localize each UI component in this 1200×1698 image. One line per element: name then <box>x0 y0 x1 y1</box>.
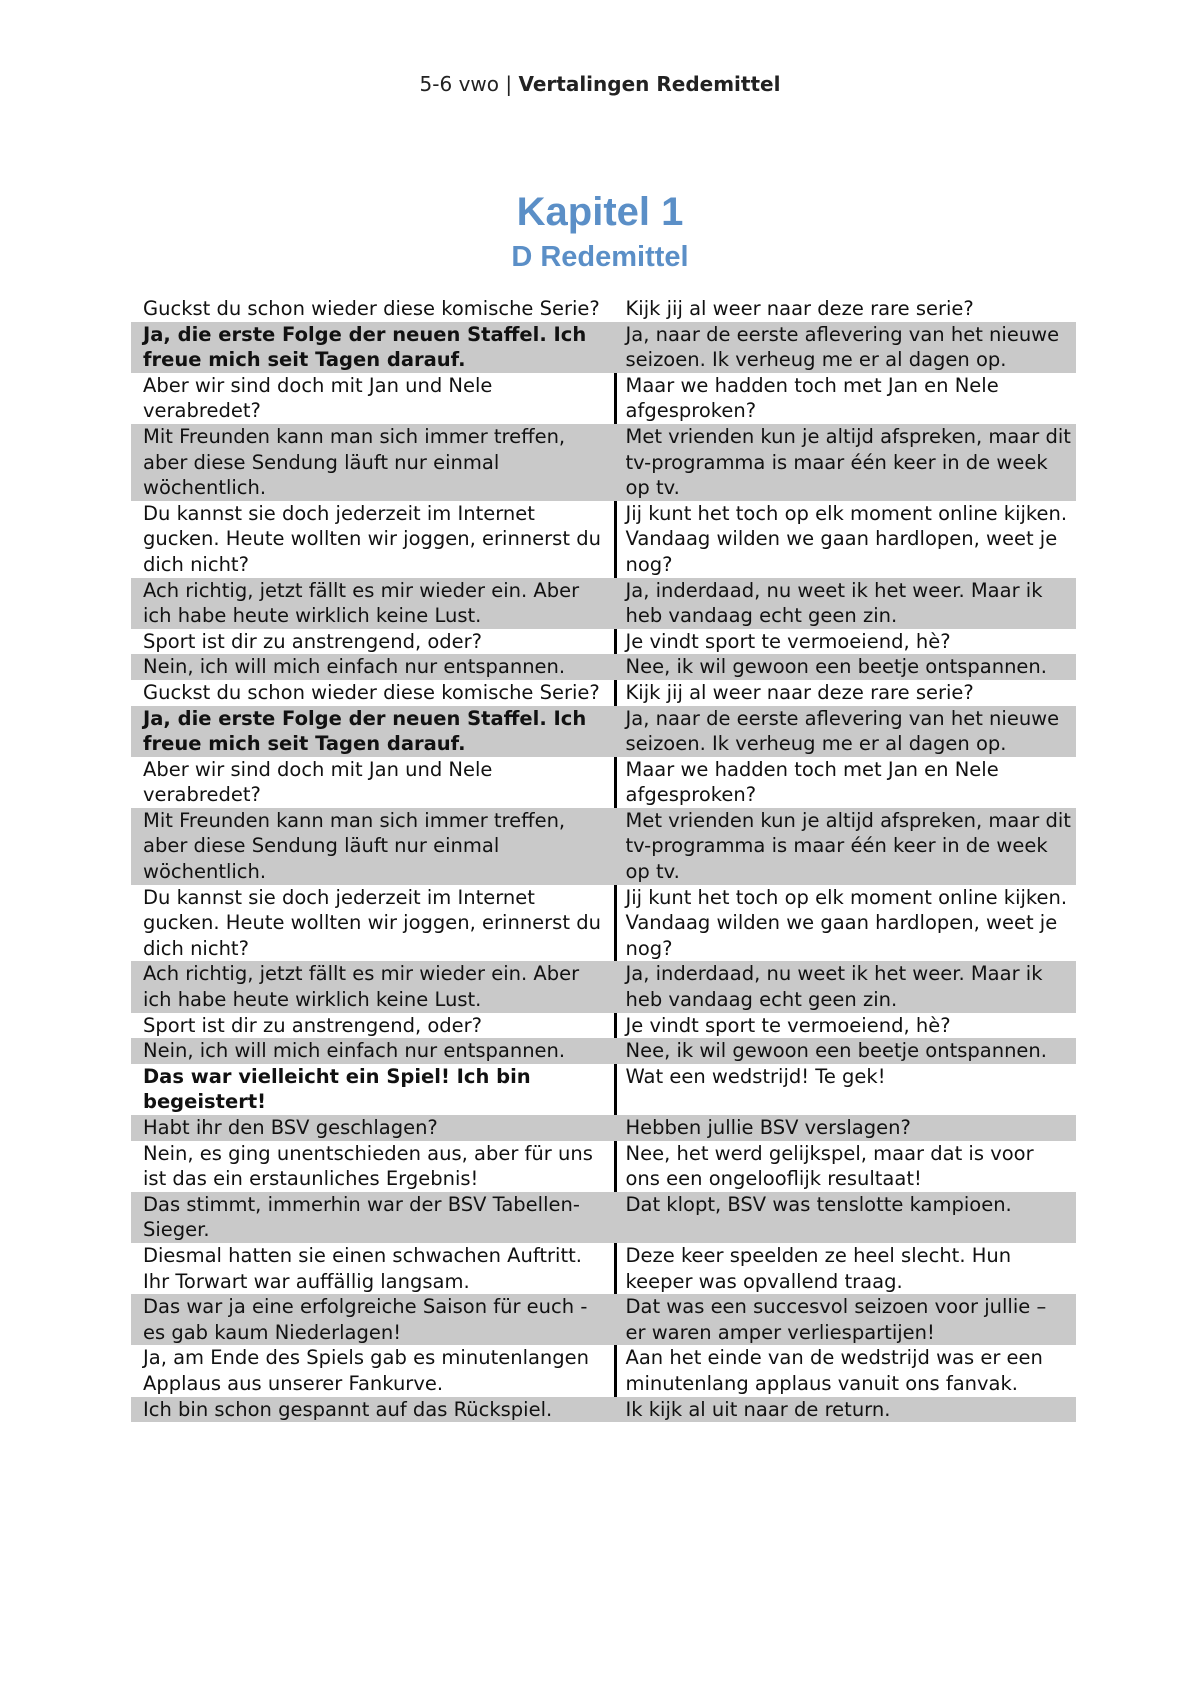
german-phrase: Nein, es ging unentschieden aus, aber für uns ist das ein erstaunliches Ergebnis! <box>143 1141 593 1191</box>
german-phrase: Ja, die erste Folge der neuen Staffel. Ich freue mich seit Tagen darauf. <box>131 706 615 757</box>
dutch-translation: Nee, het werd gelijkspel, maar dat is voor ons een ongelooflijk resultaat! <box>615 1141 1076 1192</box>
german-phrase: Aber wir sind doch mit Jan und Nele verabredet? <box>143 757 493 807</box>
table-row <box>131 1038 1076 1064</box>
german-phrase: Nein, ich will mich einfach nur entspannen. <box>131 1038 615 1064</box>
dutch-translation: Maar we hadden toch met Jan en Nele afgesproken? <box>615 373 1076 424</box>
german-phrase: Ja, die erste Folge der neuen Staffel. Ich freue mich seit Tagen darauf. <box>131 322 615 373</box>
table-row <box>131 1064 1076 1115</box>
dutch-translation: Je vindt sport te vermoeiend, hè? <box>615 1013 1076 1039</box>
dutch-translation: Hebben jullie BSV verslagen? <box>615 1115 1076 1141</box>
dutch-translation: Ja, naar de eerste aflevering van het nieuwe seizoen. Ik verheug me er al dagen op. <box>615 706 1076 757</box>
table-row <box>131 808 1076 885</box>
german-phrase: Ich bin schon gespannt auf das Rückspiel. <box>131 1397 615 1423</box>
table-row <box>131 1115 1076 1141</box>
dutch-translation: Ik kijk al uit naar de return. <box>615 1397 1076 1423</box>
dutch-translation: Nee, ik wil gewoon een beetje ontspannen. <box>615 1038 1076 1064</box>
german-phrase: Das war vielleicht ein Spiel! Ich bin begeistert! <box>143 1064 531 1114</box>
dutch-translation: Maar we hadden toch met Jan en Nele afgesproken? <box>615 757 1076 808</box>
dutch-translation: Met vrienden kun je altijd afspreken, maar dit tv-programma is maar één keer in de week op tv. <box>615 808 1076 885</box>
german-phrase: Guckst du schon wieder diese komische Serie? <box>143 680 600 704</box>
table-row <box>131 1397 1076 1423</box>
german-phrase: Aber wir sind doch mit Jan und Nele verabredet? <box>143 373 493 423</box>
german-phrase: Habt ihr den BSV geschlagen? <box>131 1115 615 1141</box>
dutch-translation: Met vrienden kun je altijd afspreken, maar dit tv-programma is maar één keer in de week op tv. <box>615 424 1076 501</box>
table-row <box>131 706 1076 757</box>
dutch-translation: Deze keer speelden ze heel slecht. Hun keeper was opvallend traag. <box>615 1243 1076 1294</box>
table-row <box>131 961 1076 1012</box>
dutch-translation: Aan het einde van de wedstrijd was er een minutenlang applaus vanuit ons fanvak. <box>615 1345 1076 1396</box>
table-row <box>131 578 1076 629</box>
dutch-translation: Kijk jij al weer naar deze rare serie? <box>625 297 974 320</box>
table-row <box>131 1192 1076 1243</box>
dutch-translation: Dat klopt, BSV was tenslotte kampioen. <box>615 1192 1076 1243</box>
dutch-translation: Jij kunt het toch op elk moment online kijken. Vandaag wilden we gaan hardlopen, weet je nog? <box>615 885 1076 962</box>
dutch-translation: Ja, inderdaad, nu weet ik het weer. Maar ik heb vandaag echt geen zin. <box>615 578 1076 629</box>
german-phrase: Nein, ich will mich einfach nur entspannen. <box>131 654 615 680</box>
table-row <box>131 629 1076 655</box>
german-phrase: Ja, am Ende des Spiels gab es minutenlangen Applaus aus unserer Fankurve. <box>143 1346 590 1395</box>
german-phrase: Sport ist dir zu anstrengend, oder? <box>143 1013 483 1037</box>
dutch-translation: Ja, naar de eerste aflevering van het nieuwe seizoen. Ik verheug me er al dagen op. <box>615 322 1076 373</box>
german-phrase: Du kannst sie doch jederzeit im Internet gucken. Heute wollten wir joggen, erinnerst du dich nicht? <box>143 501 601 576</box>
header-prefix: 5-6 vwo | <box>419 72 519 96</box>
german-phrase: Mit Freunden kann man sich immer treffen, aber diese Sendung läuft nur einmal wöchentlich. <box>131 808 615 885</box>
table-row <box>131 322 1076 373</box>
german-phrase: Sport ist dir zu anstrengend, oder? <box>143 629 483 653</box>
german-phrase: Mit Freunden kann man sich immer treffen, aber diese Sendung läuft nur einmal wöchentlich. <box>131 424 615 501</box>
table-row <box>131 1345 1076 1396</box>
dutch-translation: Wat een wedstrijd! Te gek! <box>615 1064 1076 1115</box>
page-subtitle: D Redemittel <box>511 241 689 273</box>
translation-table <box>131 296 1076 1422</box>
table-row <box>131 680 1076 706</box>
german-phrase: Das war ja eine erfolgreiche Saison für euch - es gab kaum Niederlagen! <box>131 1294 615 1345</box>
table-row <box>131 373 1076 424</box>
german-phrase: Guckst du schon wieder diese komische Serie? <box>143 297 600 320</box>
table-row <box>131 501 1076 578</box>
german-phrase: Ach richtig, jetzt fällt es mir wieder ein. Aber ich habe heute wirklich keine Lust. <box>131 961 615 1012</box>
page-header <box>0 72 1200 96</box>
table-row <box>131 654 1076 680</box>
table-row <box>131 1294 1076 1345</box>
dutch-translation: Ja, inderdaad, nu weet ik het weer. Maar ik heb vandaag echt geen zin. <box>615 961 1076 1012</box>
table-row <box>131 1013 1076 1039</box>
dutch-translation: Nee, ik wil gewoon een beetje ontspannen. <box>615 654 1076 680</box>
german-phrase: Das stimmt, immerhin war der BSV Tabellen-Sieger. <box>131 1192 615 1243</box>
table-row <box>131 296 1076 322</box>
page-title: Kapitel 1 <box>516 190 684 234</box>
table-row <box>131 1141 1076 1192</box>
table-row <box>131 757 1076 808</box>
table-row <box>131 885 1076 962</box>
header-title: Vertalingen Redemittel <box>518 72 781 96</box>
dutch-translation: Je vindt sport te vermoeiend, hè? <box>615 629 1076 655</box>
dutch-translation: Kijk jij al weer naar deze rare serie? <box>615 680 1076 706</box>
german-phrase: Diesmal hatten sie einen schwachen Auftritt. Ihr Torwart war auffällig langsam. <box>143 1243 582 1293</box>
german-phrase: Ach richtig, jetzt fällt es mir wieder ein. Aber ich habe heute wirklich keine Lust. <box>131 578 615 629</box>
dutch-translation: Jij kunt het toch op elk moment online kijken. Vandaag wilden we gaan hardlopen, weet je nog? <box>615 501 1076 578</box>
table-row <box>131 424 1076 501</box>
table-row <box>131 1243 1076 1294</box>
german-phrase: Du kannst sie doch jederzeit im Internet gucken. Heute wollten wir joggen, erinnerst du dich nicht? <box>143 885 601 960</box>
dutch-translation: Dat was een succesvol seizoen voor jullie – er waren amper verliespartijen! <box>615 1294 1076 1345</box>
